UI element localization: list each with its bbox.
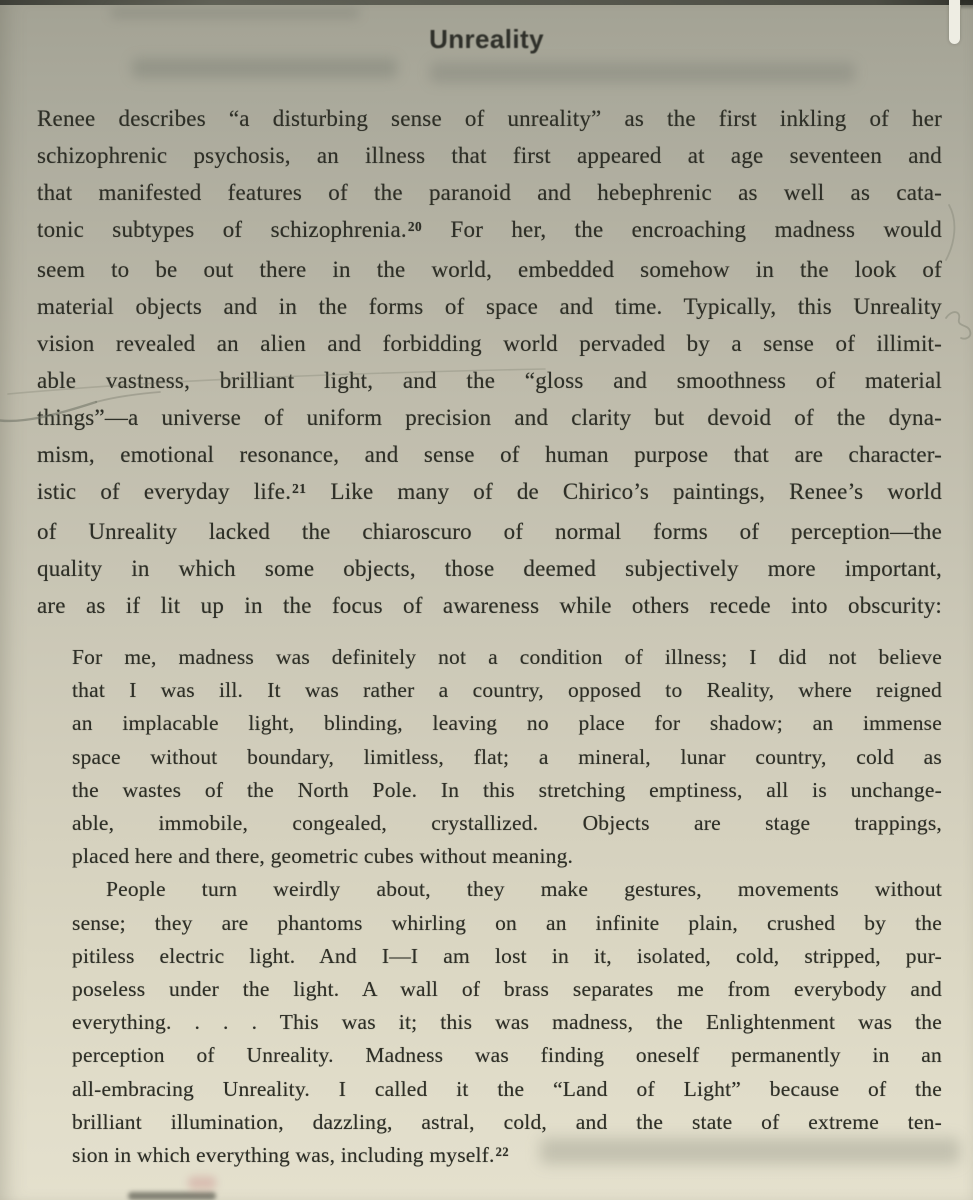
text-line: all-embracing Unreality. I called it the “Land of Light” because of the	[72, 1076, 942, 1101]
text-line: everything. . . . This was it; this was madness, the Enlightenment was the	[72, 1010, 942, 1035]
line-text: For her, the encroaching madness would	[422, 217, 942, 242]
text-line: things”—a universe of uniform precision and clarity but devoid of the dyna-	[37, 405, 942, 430]
text-line: seem to be out there in the world, embedded somehow in the look of	[37, 257, 942, 282]
text-line: of Unreality lacked the chiaroscuro of normal forms of perception—the	[37, 519, 942, 544]
text-line: Renee describes “a disturbing sense of unreality” as the first inkling of her	[37, 106, 942, 131]
scan-edge-smudge	[128, 1192, 216, 1200]
text-line: able vastness, brilliant light, and the “gloss and smoothness of material	[37, 368, 942, 393]
block-quote	[72, 641, 942, 1175]
scrollbar-thumb[interactable]	[949, 0, 960, 44]
text-line: that I was ill. It was rather a country, opposed to Reality, where reigned	[72, 678, 942, 703]
text-line: able, immobile, congealed, crystallized. Objects are stage trappings,	[72, 811, 942, 836]
text-line: poseless under the light. A wall of brass separates me from everybody and	[72, 977, 942, 1002]
text-line: an implacable light, blinding, leaving no place for shadow; an immense	[72, 711, 942, 736]
text-line	[37, 473, 942, 513]
line-text: tonic subtypes of schizophrenia.	[37, 217, 407, 242]
footnote-marker: 21	[292, 480, 307, 496]
text-line: quality in which some objects, those deemed subjectively more important,	[37, 556, 942, 581]
text-line: People turn weirdly about, they make gestures, movements without	[106, 877, 942, 902]
line-text: istic of everyday life.	[37, 479, 292, 504]
page-title: Unreality	[429, 24, 544, 54]
text-line: material objects and in the forms of space and time. Typically, this Unreality	[37, 294, 942, 319]
show-through-smudge	[132, 58, 397, 78]
text-line: For me, madness was definitely not a condition of illness; I did not believe	[72, 645, 942, 669]
show-through-smudge	[430, 62, 855, 83]
text-line: mism, emotional resonance, and sense of human purpose that are character-	[37, 442, 942, 467]
line-text: Like many of de Chirico’s paintings, Renee’s world	[306, 479, 942, 504]
text-line: schizophrenic psychosis, an illness that first appeared at age seventeen and	[37, 143, 942, 168]
text-line	[37, 211, 942, 251]
line-text: sion in which everything was, including myself.	[72, 1143, 495, 1168]
text-line: are as if lit up in the focus of awareness while others recede into obscurity:	[37, 593, 942, 618]
scan-top-edge-shadow	[0, 0, 973, 5]
text-line: placed here and there, geometric cubes without meaning.	[72, 844, 574, 869]
text-line: vision revealed an alien and forbidding world pervaded by a sense of illimit-	[37, 331, 942, 356]
show-through-smudge	[110, 7, 360, 19]
text-line	[72, 1139, 942, 1175]
text-line: sense; they are phantoms whirling on an infinite plain, crushed by the	[72, 910, 942, 935]
text-line: space without boundary, limitless, flat; a mineral, lunar country, cold as	[72, 744, 942, 769]
footnote-marker: 20	[407, 218, 423, 234]
text-line: the wastes of the North Pole. In this stretching emptiness, all is unchange-	[72, 777, 942, 802]
footnote-marker: 22	[495, 1145, 510, 1160]
text-line: perception of Unreality. Madness was finding oneself permanently in an	[72, 1043, 942, 1068]
text-line: pitiless electric light. And I—I am lost in it, isolated, cold, stripped, pur-	[72, 943, 942, 968]
pink-smudge	[188, 1176, 216, 1190]
intro-paragraph	[37, 100, 942, 624]
text-line: brilliant illumination, dazzling, astral, cold, and the state of extreme ten-	[72, 1109, 942, 1134]
text-line: that manifested features of the paranoid and hebephrenic as well as cata-	[37, 180, 942, 205]
scan-corner-shadow	[961, 0, 973, 10]
